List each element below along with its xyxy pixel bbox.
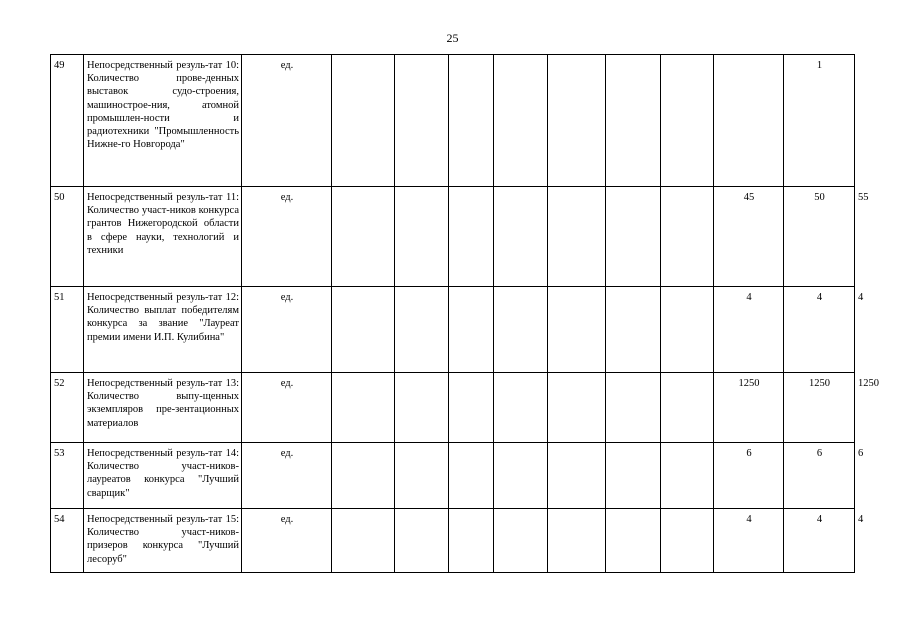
- value-cell-9: 4: [784, 509, 855, 573]
- value-cell-5: [548, 55, 606, 187]
- unit-cell: ед.: [242, 373, 332, 443]
- unit-cell: ед.: [242, 509, 332, 573]
- value-cell-5: [548, 373, 606, 443]
- value-cell-6: [606, 55, 661, 187]
- value-cell-7: [661, 287, 714, 373]
- value-cell-3: [449, 373, 494, 443]
- value-cell-2: [395, 509, 449, 573]
- value-cell-7: [661, 55, 714, 187]
- indicator-description-cell: Непосредственный резуль-тат 13: Количество выпу-щенных экземпляров пре-зентационных материалов: [84, 373, 242, 443]
- value-cell-6: [606, 443, 661, 509]
- value-cell-4: [494, 509, 548, 573]
- value-cell-1: [332, 373, 395, 443]
- value-cell-4: [494, 287, 548, 373]
- value-cell-9: 1: [784, 55, 855, 187]
- value-cell-7: [661, 187, 714, 287]
- page-number: 25: [446, 31, 459, 45]
- value-cell-1: [332, 443, 395, 509]
- value-cell-6: [606, 373, 661, 443]
- table-row: 50 Непосредственный резуль-тат 11: Количество участ-ников конкурса грантов Нижегородской области в сфере науки, технологий и техники ед. 45 50 55: [51, 187, 855, 287]
- row-number-cell: 50: [51, 187, 84, 287]
- table-row: 51 Непосредственный резуль-тат 12: Количество выплат победителям конкурса за звание "Лауреат премии имени И.П. Кулибина" ед. 4 4 4: [51, 287, 855, 373]
- value-cell-6: [606, 509, 661, 573]
- row-number-cell: 51: [51, 287, 84, 373]
- value-cell-5: [548, 509, 606, 573]
- value-cell-4: [494, 443, 548, 509]
- value-cell-8: 1250: [714, 373, 784, 443]
- value-cell-9: 4: [784, 287, 855, 373]
- table-row: [51, 55, 855, 187]
- value-cell-3: [449, 443, 494, 509]
- row-number-cell: 54: [51, 509, 84, 573]
- table-row: 53 Непосредственный резуль-тат 14: Количество участ-ников-лауреатов конкурса "Лучший сварщик" ед. 6 6 6: [51, 443, 855, 509]
- value-cell-2: [395, 187, 449, 287]
- value-cell-8: 45: [714, 187, 784, 287]
- value-cell-7: [661, 443, 714, 509]
- value-cell-7: [661, 373, 714, 443]
- value-cell-9: 1250: [784, 373, 855, 443]
- value-cell-3: [449, 287, 494, 373]
- row-number-cell: 49: [51, 55, 84, 187]
- value-cell-2: [395, 55, 449, 187]
- value-cell-3: [449, 509, 494, 573]
- value-cell-9: 6: [784, 443, 855, 509]
- indicator-description-cell: Непосредственный резуль-тат 12: Количество выплат победителям конкурса за звание "Лауреат премии имени И.П. Кулибина": [84, 287, 242, 373]
- value-cell-2: [395, 443, 449, 509]
- value-cell-3: [449, 187, 494, 287]
- value-cell-4: [494, 373, 548, 443]
- value-cell-4: [494, 187, 548, 287]
- unit-cell: ед.: [242, 287, 332, 373]
- unit-cell: ед.: [242, 187, 332, 287]
- value-cell-2: [395, 287, 449, 373]
- value-cell-6: [606, 187, 661, 287]
- value-cell-1: [332, 287, 395, 373]
- value-cell-2: [395, 373, 449, 443]
- value-cell-1: [332, 509, 395, 573]
- indicator-description-cell: Непосредственный резуль-тат 11: Количество участ-ников конкурса грантов Нижегородской области в сфере науки, технологий и техники: [84, 187, 242, 287]
- row-number-cell: 53: [51, 443, 84, 509]
- unit-cell: ед.: [242, 55, 332, 187]
- indicator-description-cell: Непосредственный резуль-тат 10: Количество прове-денных выставок судо-строения, машинострое-ния, атомной промышлен-ности и радиотехники "Промышленность Нижне-го Новгорода": [84, 55, 242, 187]
- value-cell-5: [548, 287, 606, 373]
- value-cell-9: 50: [784, 187, 855, 287]
- value-cell-1: [332, 187, 395, 287]
- indicators-table: [50, 54, 879, 573]
- value-cell-4: [494, 55, 548, 187]
- table-row: 54 Непосредственный резуль-тат 15: Количество участ-ников-призеров конкурса "Лучший лесоруб" ед. 4 4 4: [51, 509, 855, 573]
- unit-cell: ед.: [242, 443, 332, 509]
- value-cell-7: [661, 509, 714, 573]
- value-cell-8: 4: [714, 287, 784, 373]
- row-number-cell: 52: [51, 373, 84, 443]
- value-cell-5: [548, 187, 606, 287]
- value-cell-5: [548, 443, 606, 509]
- indicator-description-cell: Непосредственный резуль-тат 15: Количество участ-ников-призеров конкурса "Лучший лесоруб": [84, 509, 242, 573]
- value-cell-6: [606, 287, 661, 373]
- indicator-description-cell: Непосредственный резуль-тат 14: Количество участ-ников-лауреатов конкурса "Лучший сварщик": [84, 443, 242, 509]
- value-cell-1: [332, 55, 395, 187]
- table-row: 52 Непосредственный резуль-тат 13: Количество выпу-щенных экземпляров пре-зентационных материалов ед. 1250 1250 1250: [51, 373, 855, 443]
- value-cell-8: 6: [714, 443, 784, 509]
- value-cell-8: 4: [714, 509, 784, 573]
- value-cell-8: [714, 55, 784, 187]
- value-cell-3: [449, 55, 494, 187]
